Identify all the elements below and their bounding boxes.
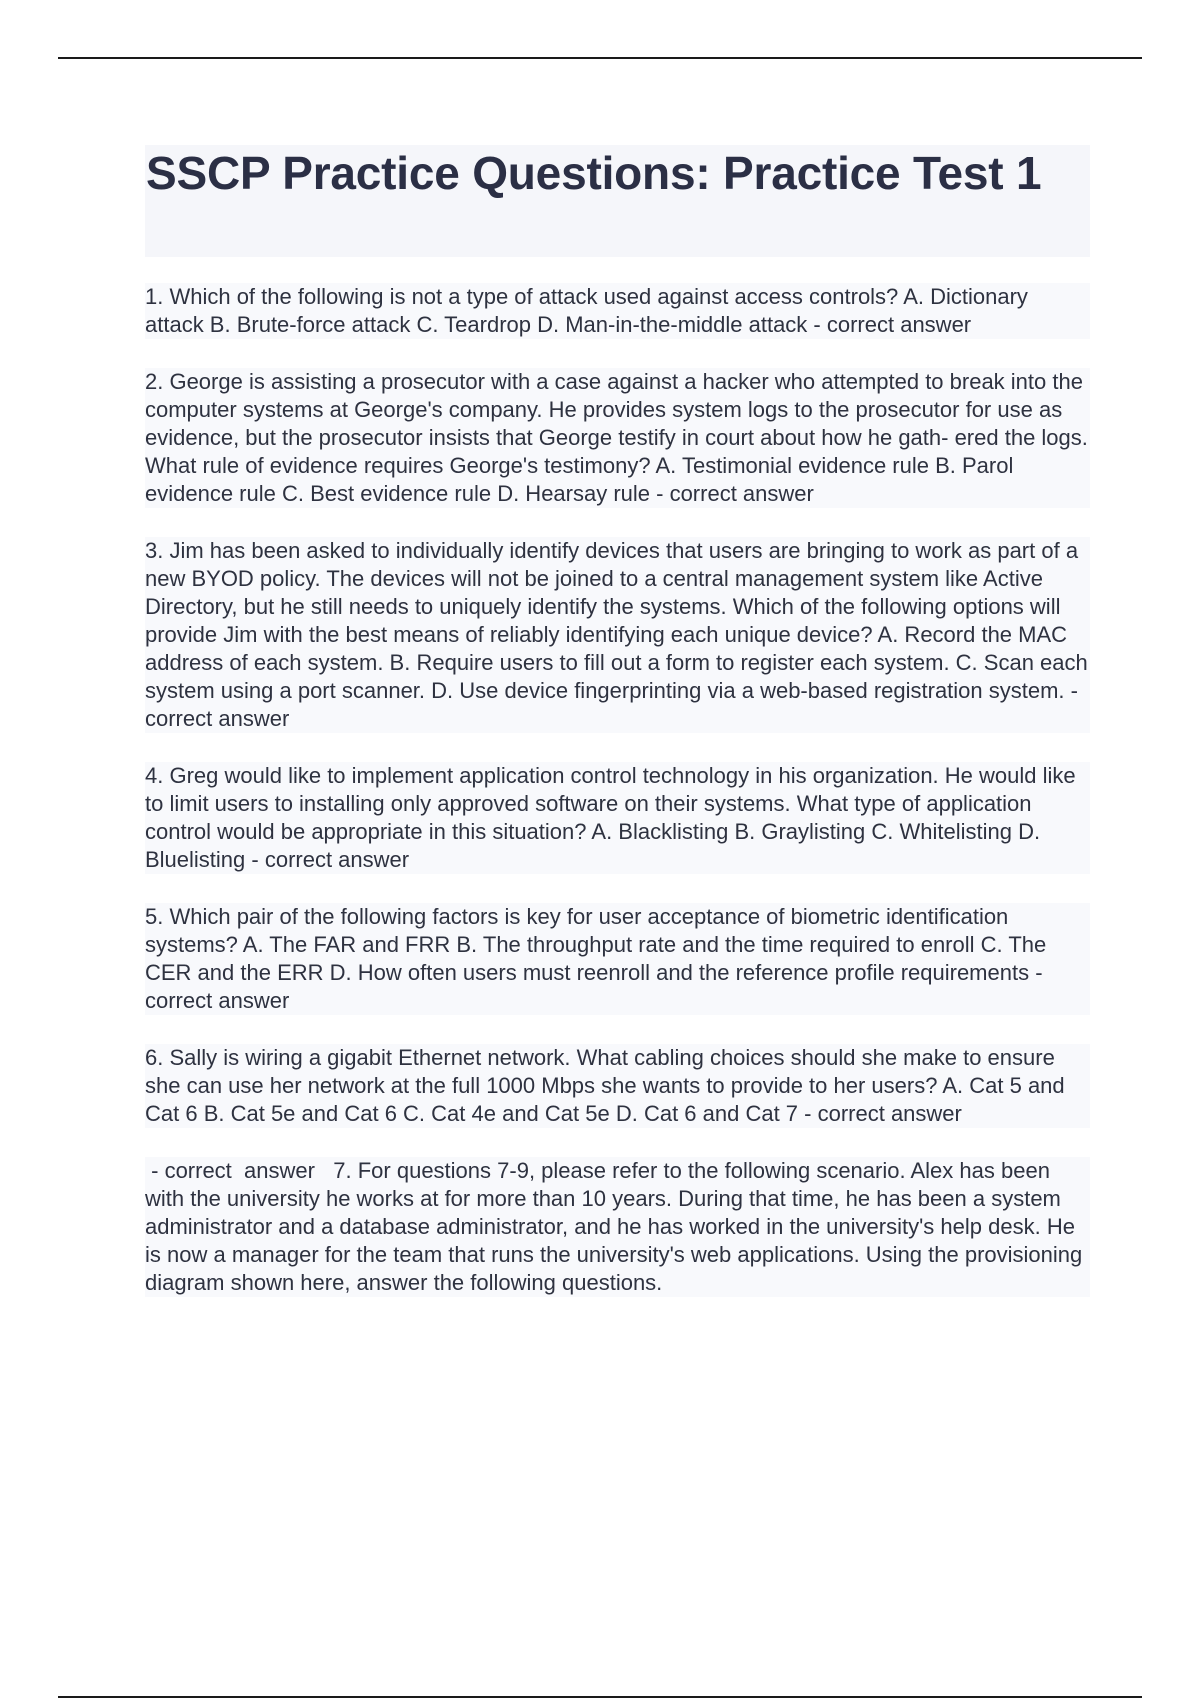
question-3: 3. Jim has been asked to individually identify devices that users are bringing to work as part of a new BYOD policy. The devices will not be joined to a central management system like Active Directory, but he still needs to uniquely identify the systems. Which of the following options will provide Jim with the best means of reliably identifying each unique device? A. Record the MAC address of each system. B. Require users to fill out a form to register each system. C. Scan each system using a port scanner. D. Use device fingerprinting via a web-based registration system. - correct answer [145, 537, 1090, 733]
page-content [145, 145, 1090, 1326]
question-7: - correct answer 7. For questions 7-9, please refer to the following scenario. Alex has been with the university he works at for more than 10 years. During that time, he has been a system administrator and a database administrator, and he has worked in the university's help desk. He is now a manager for the team that runs the university's web applications. Using the provisioning diagram shown here, answer the following questions. [145, 1158, 1089, 1295]
question-2: 2. George is assisting a prosecutor with a case against a hacker who attempted to break into the computer systems at George's company. He provides system logs to the prosecutor for use as evidence, but the prosecutor insists that George testify in court about how he gath- ered the logs. What rule of evidence requires George's testimony? A. Testimonial evidence rule B. Parol evidence rule C. Best evidence rule D. Hearsay rule - correct answer [145, 368, 1090, 508]
top-rule [58, 57, 1142, 59]
title-block [145, 145, 1090, 257]
bottom-rule [58, 1696, 1142, 1698]
page-title: SSCP Practice Questions: Practice Test 1 [146, 147, 1042, 199]
question-1: 1. Which of the following is not a type of attack used against access controls? A. Dictionary attack B. Brute-force attack C. Teardrop D. Man-in-the-middle attack - correct answer [145, 283, 1090, 339]
question-5: 5. Which pair of the following factors is key for user acceptance of biometric identification systems? A. The FAR and FRR B. The throughput rate and the time required to enroll C. The CER and the ERR D. How often users must reenroll and the reference profile requirements - correct answer [145, 903, 1090, 1015]
question-4: 4. Greg would like to implement application control technology in his organization. He would like to limit users to installing only approved software on their systems. What type of application control would be appropriate in this situation? A. Blacklisting B. Graylisting C. Whitelisting D. Bluelisting - correct answer [145, 762, 1090, 874]
question-6: 6. Sally is wiring a gigabit Ethernet network. What cabling choices should she make to ensure she can use her network at the full 1000 Mbps she wants to provide to her users? A. Cat 5 and Cat 6 B. Cat 5e and Cat 6 C. Cat 4e and Cat 5e D. Cat 6 and Cat 7 - correct answer [145, 1044, 1090, 1128]
